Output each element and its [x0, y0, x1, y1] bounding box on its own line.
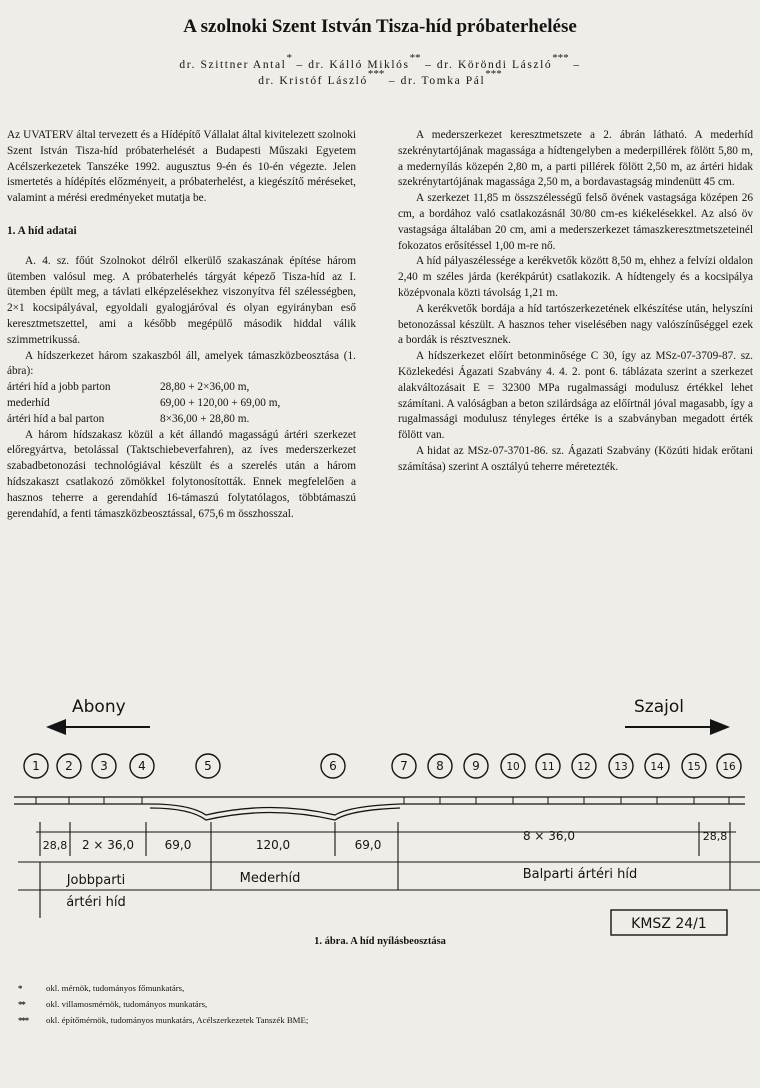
segment-brackets [18, 856, 760, 918]
footnote [18, 1012, 308, 1028]
segment-label-right-bank-2: ártéri híd [66, 895, 126, 910]
segment-label-main: Mederhíd [239, 871, 301, 886]
pier-number: 15 [687, 761, 701, 773]
footnote [18, 980, 308, 996]
body-paragraph: A hídszerkezet előírt betonminősége C 30, így az MSz-07-3709-87. sz. Közlekedési Ágazati Szabvány 4. 4. 2. pont 6. táblázata szerint a szerkezet alakváltozásait E = 32300 MPa rugalmassági modulusz értékkel lehet számítani. A valóságban a beton szilárdsága az előírtnál jóval magasabb, így a rugalmassági modulusz tényleges értéke is a szabványban megadott érték fölött van. [398, 350, 753, 442]
author-mark: ** [409, 52, 421, 64]
section-heading: 1. A híd adatai [7, 224, 77, 237]
pier-number: 6 [329, 759, 337, 773]
author-mark: *** [367, 68, 385, 80]
pier-number: 13 [614, 761, 628, 773]
dimension-label: 2 × 36,0 [81, 838, 135, 852]
author-name: dr. Kristóf László [258, 74, 368, 87]
span-row [7, 412, 356, 428]
footnote [18, 996, 308, 1012]
intro-paragraph: Az UVATERV által tervezett és a Hídépítő Vállalat által kivitelezett szolnoki Szent István Tisza-híd próbaterhelését a Budapesti Műszaki Egyetem Acélszerkezetek Tanszéke 1992. augusztus 9-én és 10-én végezte. Jelen ismertetés a hídépítés előzményeit, a próbaterhelést, a kiegészítő méréseket, valamint a mérési eredményeket mutatja be. [7, 129, 356, 205]
body-paragraph: A híd pályaszélessége a kerékvetők között 8,50 m, ehhez a felvízi oldalon 2,40 m széles járda (kerékpárút) csatlakozik. A hídtengely és a kocsipálya középvonala közti távolság 1,21 m. [398, 255, 753, 299]
span-value: 8×36,00 + 28,80 m. [160, 412, 250, 425]
paper-title: A szolnoki Szent István Tisza-híd próbaterhelése [183, 16, 577, 37]
pier-number: 3 [100, 759, 108, 773]
pier-number: 12 [577, 761, 591, 773]
direction-right-label: Szajol [634, 697, 684, 717]
pier-number: 5 [204, 759, 212, 773]
body-paragraph: A szerkezet 11,85 m összszélességű felső övének vastagsága középen 26 cm, a bordához való csatlakozásnál 30/80 cm-es kiékelésekkel. Az alsó öv vastagsága általában 20 cm, ami a mederszerkezet támaszkeresztmetszeteinél fokozatos erősítéssel 1,00 m-re nő. [398, 192, 753, 252]
bridge-span-figure [0, 680, 760, 970]
dimension-label: 69,0 [354, 838, 382, 852]
footnote-mark: ** [18, 999, 25, 1009]
pier-number: 7 [400, 759, 408, 773]
span-value: 28,80 + 2×36,00 m, [160, 381, 250, 394]
author-mark: *** [552, 52, 569, 64]
pier-number: 10 [506, 761, 520, 773]
dimension-label: 28,8 [42, 839, 68, 852]
direction-left-label: Abony [72, 697, 126, 717]
pier-number: 8 [436, 759, 444, 773]
footnote-text: okl. mérnök, tudományos főmunkatárs, [46, 983, 185, 993]
footnote-text: okl. építőmérnök, tudományos munkatárs, Acélszerkezetek Tanszék BME; [46, 1015, 309, 1025]
span-label: ártéri híd a jobb parton [7, 381, 111, 394]
body-paragraph: A hidat az MSz-07-3701-86. sz. Ágazati Szabvány (Közúti hidak erőtani számítása) szerint A osztályú teherre méretezték. [398, 444, 753, 473]
body-paragraph: A mederszerkezet keresztmetszete a 2. ábrán látható. A mederhíd szekrénytartójának magassága a hídtengelyben a mederpillérek fölött 5,80 m, a medernyílás közepén 2,80 m, a parti pillérek fölött 2,50 m, az ártéri hidak szekrénytartójának magassága 2,50 m, a bordavastagság mindenütt 45 cm. [398, 129, 753, 189]
footnote-text: okl. villamosmérnök, tudományos munkatárs, [46, 999, 208, 1009]
author-mark: * [286, 52, 292, 64]
body-paragraph: A hídszerkezet három szakaszból áll, amelyek támaszközbeosztása (1. ábra): [7, 349, 356, 378]
body-paragraph: A három hídszakasz közül a két állandó magasságú ártéri szerkezet előregyártva, betolással (Taktschiebeverfahren), az íves mederszerkezet szabadbetonozási technológiával készült és a szerelés után a három hídszakaszt csatlakozó zömökkel folytonosították. Ennek megfelelően a hasznos teherre a gerendahíd 16-támaszú folytatólagos, többtámaszú gerendahíd, a fenti támaszközbeosztással, 675,6 m összhosszal. [7, 428, 356, 520]
span-row [7, 380, 356, 396]
pier-number: 16 [722, 761, 736, 773]
stamp-label: KMSZ 24/1 [631, 916, 707, 932]
body-paragraph: A kerékvetők bordája a híd tartószerkezetének elkészítése után, helyszíni betonozással készült. A hasznos teher viselésében nagy valószínűséggel ezek a bordák is résztvesznek. [398, 302, 753, 347]
pier-number: 11 [541, 761, 555, 773]
span-value: 69,00 + 120,00 + 69,00 m, [160, 396, 281, 409]
right-column [398, 128, 753, 476]
footnote-mark: *** [18, 1015, 29, 1025]
dimension-label: 120,0 [255, 838, 291, 852]
pier-number: 4 [138, 759, 146, 773]
span-row [7, 396, 356, 412]
author-name: dr. Köröndi László [436, 58, 553, 71]
pier-number: 14 [650, 761, 664, 773]
author-name: dr. Kálló Miklós [308, 58, 410, 71]
pier-number: 1 [32, 759, 40, 773]
pier-number: 2 [65, 759, 73, 773]
span-label: mederhíd [7, 396, 50, 409]
pier-number: 9 [472, 759, 480, 773]
segment-label-right-bank: Jobbparti [66, 873, 126, 888]
segment-label-left-bank: Balparti ártéri híd [522, 867, 638, 882]
dimension-chain [36, 822, 736, 856]
footnote-mark: * [18, 983, 22, 993]
footnotes [18, 980, 308, 1028]
dimension-label: 69,0 [164, 838, 192, 852]
figure-caption: 1. ábra. A híd nyílásbeosztása [314, 936, 446, 947]
author-name: dr. Szittner Antal [179, 58, 287, 71]
bridge-deck-profile [14, 797, 745, 820]
author-mark: *** [485, 68, 502, 80]
author-line-2: dr. Kristóf László*** – dr. Tomka Pál*** [258, 68, 502, 87]
pier-markers [24, 754, 741, 778]
span-table [7, 380, 356, 427]
author-name: dr. Tomka Pál [400, 74, 486, 87]
left-column [7, 128, 356, 522]
author-line-1: dr. Szittner Antal* – dr. Kálló Miklós** – dr. Köröndi László*** – [179, 52, 581, 71]
dimension-label: 28,8 [702, 830, 728, 843]
body-paragraph: A. 4. sz. főút Szolnokot délről elkerülő szakaszának építése három ütemben valósul meg. A próbaterhelés tárgyát képező Tisza-híd az I. ütemben épült meg, a távlati elképzelésekhez viszonyítva fél szélességben, 2×1 kocsipályával, egyoldali gyalogjáróval és olyan egyirányban eső keresztmetszettel, ami a később megépülő második hiddal válik szimmetrikussá. [7, 254, 356, 346]
dimension-label: 8 × 36,0 [522, 829, 576, 843]
span-label: ártéri híd a bal parton [7, 412, 105, 425]
arrow-left-icon [46, 719, 150, 735]
arrow-right-icon [625, 719, 730, 735]
